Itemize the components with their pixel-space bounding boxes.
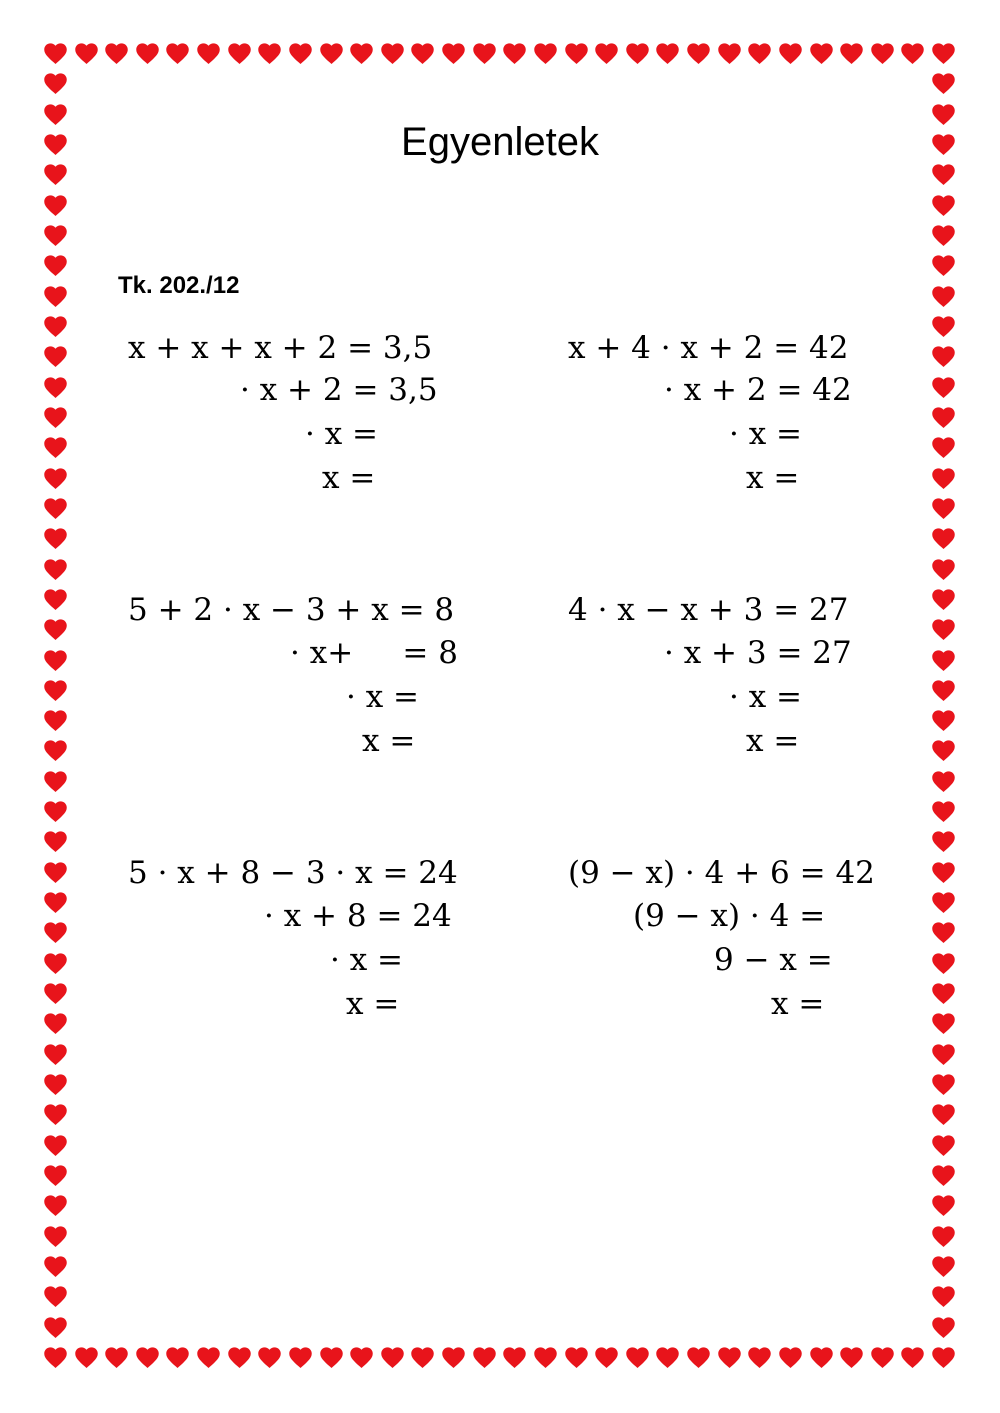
heart-icon bbox=[287, 40, 314, 67]
heart-icon bbox=[287, 1344, 314, 1371]
heart-icon bbox=[930, 283, 957, 310]
heart-icon bbox=[195, 40, 222, 67]
heart-icon bbox=[42, 1192, 69, 1219]
heart-icon bbox=[42, 616, 69, 643]
equation-6-line-2: (9 − x) · 4 = bbox=[633, 898, 826, 934]
heart-icon bbox=[930, 798, 957, 825]
heart-icon bbox=[930, 525, 957, 552]
equation-6-line-3: 9 − x = bbox=[714, 942, 833, 978]
heart-icon bbox=[318, 1344, 345, 1371]
heart-icon bbox=[42, 374, 69, 401]
heart-icon bbox=[42, 161, 69, 188]
heart-icon bbox=[409, 1344, 436, 1371]
heart-icon bbox=[930, 950, 957, 977]
heart-icon bbox=[930, 889, 957, 916]
heart-icon bbox=[42, 1223, 69, 1250]
heart-icon bbox=[930, 586, 957, 613]
heart-icon bbox=[73, 1344, 100, 1371]
heart-icon bbox=[808, 1344, 835, 1371]
heart-icon bbox=[930, 1071, 957, 1098]
equation-4-line-1: 4 · x − x + 3 = 27 bbox=[568, 592, 849, 628]
heart-icon bbox=[379, 1344, 406, 1371]
heart-icon bbox=[930, 1253, 957, 1280]
heart-icon bbox=[42, 192, 69, 219]
heart-icon bbox=[930, 192, 957, 219]
heart-icon bbox=[42, 70, 69, 97]
heart-icon bbox=[42, 1344, 69, 1371]
heart-icon bbox=[42, 1253, 69, 1280]
heart-icon bbox=[930, 343, 957, 370]
heart-icon bbox=[409, 40, 436, 67]
equation-2-line-1: x + 4 · x + 2 = 42 bbox=[568, 330, 849, 366]
heart-icon bbox=[930, 556, 957, 583]
heart-icon bbox=[348, 1344, 375, 1371]
heart-icon bbox=[42, 525, 69, 552]
heart-icon bbox=[746, 40, 773, 67]
heart-icon bbox=[42, 859, 69, 886]
heart-icon bbox=[930, 252, 957, 279]
heart-icon bbox=[42, 586, 69, 613]
equation-1-line-3: · x = bbox=[305, 416, 379, 452]
heart-icon bbox=[930, 1101, 957, 1128]
equation-3-line-4: x = bbox=[362, 723, 416, 759]
heart-icon bbox=[899, 1344, 926, 1371]
heart-icon bbox=[42, 1010, 69, 1037]
equation-5-line-2: · x + 8 = 24 bbox=[264, 898, 452, 934]
heart-icon bbox=[930, 828, 957, 855]
heart-icon bbox=[42, 889, 69, 916]
heart-icon bbox=[746, 1344, 773, 1371]
heart-icon bbox=[930, 313, 957, 340]
equation-1-line-4: x = bbox=[322, 460, 376, 496]
heart-icon bbox=[42, 556, 69, 583]
heart-icon bbox=[501, 40, 528, 67]
heart-icon bbox=[256, 40, 283, 67]
heart-icon bbox=[164, 1344, 191, 1371]
heart-icon bbox=[42, 1071, 69, 1098]
heart-icon bbox=[195, 1344, 222, 1371]
equation-2-line-4: x = bbox=[746, 460, 800, 496]
heart-icon bbox=[134, 1344, 161, 1371]
heart-icon bbox=[930, 1344, 957, 1371]
heart-icon bbox=[501, 1344, 528, 1371]
heart-icon bbox=[899, 40, 926, 67]
heart-icon bbox=[348, 40, 375, 67]
heart-icon bbox=[716, 40, 743, 67]
equation-5-line-3: · x = bbox=[330, 942, 404, 978]
heart-icon bbox=[42, 252, 69, 279]
equation-2-line-2: · x + 2 = 42 bbox=[664, 372, 852, 408]
heart-icon bbox=[685, 1344, 712, 1371]
heart-icon bbox=[654, 1344, 681, 1371]
heart-icon bbox=[930, 40, 957, 67]
heart-icon bbox=[930, 495, 957, 522]
heart-icon bbox=[930, 465, 957, 492]
heart-icon bbox=[42, 222, 69, 249]
heart-icon bbox=[42, 404, 69, 431]
heart-icon bbox=[471, 1344, 498, 1371]
equation-6-line-1: (9 − x) · 4 + 6 = 42 bbox=[568, 855, 875, 891]
heart-icon bbox=[777, 40, 804, 67]
heart-icon bbox=[930, 677, 957, 704]
heart-icon bbox=[930, 434, 957, 461]
heart-icon bbox=[42, 1132, 69, 1159]
heart-icon bbox=[226, 40, 253, 67]
heart-icon bbox=[838, 40, 865, 67]
heart-icon bbox=[930, 70, 957, 97]
heart-icon bbox=[226, 1344, 253, 1371]
heart-icon bbox=[42, 980, 69, 1007]
equation-6-line-4: x = bbox=[771, 986, 825, 1022]
equation-3-line-2: · x+ = 8 bbox=[290, 635, 458, 671]
heart-icon bbox=[42, 40, 69, 67]
heart-icon bbox=[930, 1223, 957, 1250]
equation-5-line-1: 5 · x + 8 − 3 · x = 24 bbox=[128, 855, 458, 891]
heart-icon bbox=[808, 40, 835, 67]
heart-icon bbox=[42, 798, 69, 825]
heart-icon bbox=[42, 1041, 69, 1068]
heart-icon bbox=[103, 40, 130, 67]
heart-icon bbox=[103, 1344, 130, 1371]
heart-icon bbox=[930, 1010, 957, 1037]
equation-4-line-3: · x = bbox=[729, 679, 803, 715]
heart-icon bbox=[563, 1344, 590, 1371]
heart-icon bbox=[471, 40, 498, 67]
heart-icon bbox=[42, 1162, 69, 1189]
heart-icon bbox=[42, 768, 69, 795]
equation-5-line-4: x = bbox=[346, 986, 400, 1022]
heart-icon bbox=[42, 1314, 69, 1341]
heart-icon bbox=[930, 737, 957, 764]
heart-icon bbox=[42, 434, 69, 461]
heart-icon bbox=[42, 465, 69, 492]
heart-icon bbox=[42, 950, 69, 977]
heart-icon bbox=[42, 707, 69, 734]
heart-icon bbox=[930, 1314, 957, 1341]
heart-icon bbox=[42, 919, 69, 946]
heart-icon bbox=[42, 495, 69, 522]
heart-icon bbox=[930, 1162, 957, 1189]
heart-icon bbox=[624, 1344, 651, 1371]
heart-icon bbox=[930, 222, 957, 249]
heart-icon bbox=[532, 1344, 559, 1371]
heart-icon bbox=[593, 1344, 620, 1371]
heart-icon bbox=[379, 40, 406, 67]
heart-icon bbox=[256, 1344, 283, 1371]
equation-2-line-3: · x = bbox=[729, 416, 803, 452]
heart-icon bbox=[42, 677, 69, 704]
heart-icon bbox=[930, 1192, 957, 1219]
heart-icon bbox=[838, 1344, 865, 1371]
equation-4-line-2: · x + 3 = 27 bbox=[664, 635, 852, 671]
heart-icon bbox=[593, 40, 620, 67]
equation-3-line-1: 5 + 2 · x − 3 + x = 8 bbox=[128, 592, 455, 628]
heart-icon bbox=[532, 40, 559, 67]
page-title: Egyenletek bbox=[401, 120, 599, 164]
heart-icon bbox=[685, 40, 712, 67]
heart-icon bbox=[930, 647, 957, 674]
heart-icon bbox=[716, 1344, 743, 1371]
equation-1-line-1: x + x + x + 2 = 3,5 bbox=[128, 330, 433, 366]
heart-icon bbox=[930, 919, 957, 946]
heart-icon bbox=[930, 616, 957, 643]
heart-icon bbox=[42, 1101, 69, 1128]
heart-icon bbox=[654, 40, 681, 67]
heart-icon bbox=[930, 1132, 957, 1159]
heart-icon bbox=[930, 374, 957, 401]
heart-icon bbox=[869, 40, 896, 67]
heart-icon bbox=[73, 40, 100, 67]
heart-icon bbox=[777, 1344, 804, 1371]
heart-icon bbox=[318, 40, 345, 67]
heart-icon bbox=[134, 40, 161, 67]
heart-icon bbox=[42, 313, 69, 340]
heart-icon bbox=[42, 343, 69, 370]
heart-icon bbox=[563, 40, 590, 67]
heart-icon bbox=[42, 828, 69, 855]
heart-icon bbox=[42, 1283, 69, 1310]
heart-icon bbox=[42, 647, 69, 674]
heart-icon bbox=[440, 40, 467, 67]
heart-icon bbox=[930, 859, 957, 886]
heart-icon bbox=[930, 1283, 957, 1310]
heart-icon bbox=[930, 768, 957, 795]
exercise-reference: Tk. 202./12 bbox=[118, 272, 240, 299]
heart-icon bbox=[624, 40, 651, 67]
heart-icon bbox=[440, 1344, 467, 1371]
heart-icon bbox=[930, 161, 957, 188]
heart-icon bbox=[930, 707, 957, 734]
equation-4-line-4: x = bbox=[746, 723, 800, 759]
heart-icon bbox=[164, 40, 191, 67]
heart-icon bbox=[42, 737, 69, 764]
heart-icon bbox=[42, 283, 69, 310]
heart-icon bbox=[930, 404, 957, 431]
heart-icon bbox=[930, 1041, 957, 1068]
equation-3-line-3: · x = bbox=[346, 679, 420, 715]
heart-icon bbox=[869, 1344, 896, 1371]
equation-1-line-2: · x + 2 = 3,5 bbox=[240, 372, 438, 408]
heart-icon bbox=[930, 980, 957, 1007]
